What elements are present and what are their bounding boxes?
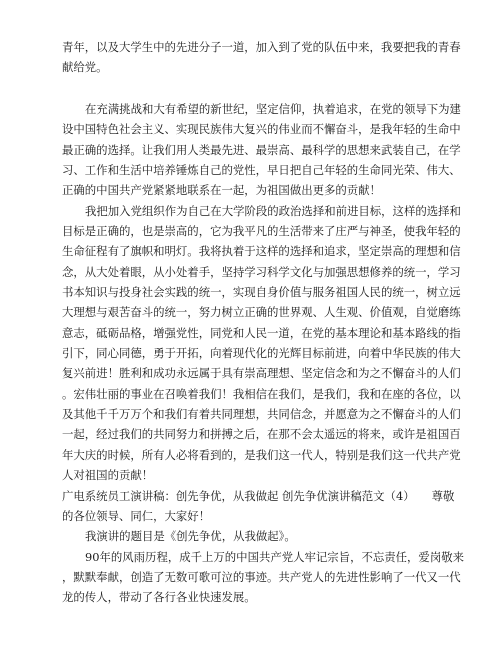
text-line: 90年的风雨历程，成千上万的中国共产党人牢记宗旨，不忘责任，爱岗敬来 [85,550,464,564]
text-line: 目标是正确的，也是崇高的，它为我平凡的生活带来了庄严与神圣，使我年轻的 [62,224,461,238]
text-line: 设中国特色社会主义、实现民族伟大复兴的伟业而不懈奋斗，是我年轻的生命中 [62,122,461,136]
text-line: 最正确的选择。让我们用人类最先进、最崇高、最科学的思想来武装自己，在学 [62,143,461,157]
text-line: 习、工作和生活中培养锤炼自己的党性，早日把自己年轻的生命同光荣、伟大、 [62,163,461,177]
text-line: 。宏伟壮丽的事业在召唤着我们！我相信在我们，是我们，我和在座的各位，以 [62,387,461,401]
text-line: 一起，经过我们的共同努力和拼搏之后，在那不会太遥远的将来，或许是祖国百 [62,427,461,441]
text-line: 引下，同心同德，勇于开拓，向着现代化的光辉目标前进，向着中华民族的伟大 [62,346,461,360]
text-line: 年大庆的时候，所有人必将看到的，是我们这一代人，特别是我们这一代共产党 [62,448,461,462]
text-line: 我演讲的题目是《创先争优，从我做起》。 [85,529,296,543]
text-line: 念，从大处着眼，从小处着手，坚持学习科学文化与加强思想修养的统一，学习 [62,265,461,279]
text-line: 正确的中国共产党紧紧地联系在一起，为祖国做出更多的贡献！ [62,183,381,197]
text-line: 献给党。 [62,60,108,74]
text-line: 龙的传人，带动了各行各业快速发展。 [62,590,256,604]
text-line: 生命征程有了旗帜和明灯。我将执着于这样的选择和追求，坚定崇高的理想和信 [62,244,461,258]
text-line: 的各位领导、同仁，大家好！ [62,509,211,523]
text-line: 书本知识与投身社会实践的统一，实现自身价值与服务祖国人民的统一，树立远 [62,285,461,299]
text-line: 及其他千千万万个和我们有着共同理想，共同信念，并愿意为之不懈奋斗的人们 [62,407,461,421]
text-line: 广电系统员工演讲稿：创先争优，从我做起 创先争优演讲稿范文（4） 尊敬 [62,489,455,503]
text-line: 我把加入党组织作为自己在大学阶段的政治选择和前进目标，这样的选择和 [85,204,461,218]
text-line: 意志，砥砺品格，增强党性，同党和人民一道，在党的基本理论和基本路线的指 [62,326,461,340]
text-line: 复兴前进！胜利和成功永远属于具有崇高理想、坚定信念和为之不懈奋斗的人们 [62,366,461,380]
text-line: 大理想与艰苦奋斗的统一，努力树立正确的世界观、人生观、价值观，自觉磨练 [62,305,461,319]
text-line: ，默默奉献，创造了无数可歌可泣的事迹。共产党人的先进性影响了一代又一代 [62,570,461,584]
text-line: 在充满挑战和大有希望的新世纪，坚定信仰，执着追求，在党的领导下为建 [85,102,461,116]
text-line: 青年，以及大学生中的先进分子一道，加入到了党的队伍中来，我要把我的青春 [62,40,461,54]
text-line: 人对祖国的贡献！ [62,468,154,482]
